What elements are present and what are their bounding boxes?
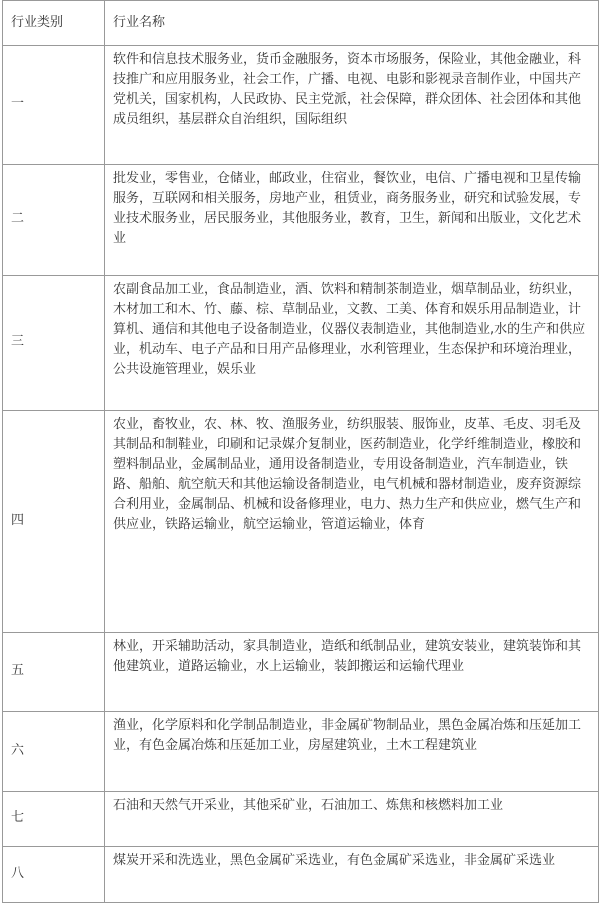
row-category: 八 — [3, 847, 105, 903]
row-category: 七 — [3, 792, 105, 847]
table-row — [3, 165, 599, 276]
table-row — [3, 633, 599, 712]
header-industry-name: 行业名称 — [105, 1, 599, 46]
table-row — [3, 46, 599, 165]
row-category: 二 — [3, 165, 105, 276]
table-header-row — [3, 1, 599, 46]
row-industries: 农业，畜牧业，农、林、牧、渔服务业，纺织服装、服饰业，皮革、毛皮、羽毛及其制品和制鞋业，印刷和记录媒介复制业，医药制造业，化学纤维制造业，橡胶和塑料制品业，金属制品业，通用设备制造业，专用设备制造业，汽车制造业，铁路、船舶、航空航天和其他运输设备制造业，电气机械和器材制造业，废弃资源综合利用业，金属制品、机械和设备修理业，电力、热力生产和供应业，燃气生产和供应业，铁路运输业，航空运输业，管道运输业，体育 — [105, 411, 599, 633]
row-industries: 石油和天然气开采业，其他采矿业，石油加工、炼焦和核燃料加工业 — [105, 792, 599, 847]
row-category: 五 — [3, 633, 105, 712]
industry-table — [2, 0, 599, 903]
header-category: 行业类别 — [3, 1, 105, 46]
row-category: 六 — [3, 712, 105, 792]
row-industries: 农副食品加工业，食品制造业，酒、饮料和精制茶制造业，烟草制品业，纺织业，木材加工和木、竹、藤、棕、草制品业，文教、工美、体育和娱乐用品制造业，计算机、通信和其他电子设备制造业，仪器仪表制造业，其他制造业,水的生产和供应业，机动车、电子产品和日用产品修理业，水利管理业，生态保护和环境治理业，公共设施管理业，娱乐业 — [105, 276, 599, 411]
row-industries: 渔业，化学原料和化学制品制造业，非金属矿物制品业，黑色金属冶炼和压延加工业，有色金属冶炼和压延加工业，房屋建筑业，土木工程建筑业 — [105, 712, 599, 792]
table-row — [3, 712, 599, 792]
row-category: 三 — [3, 276, 105, 411]
row-category: 一 — [3, 46, 105, 165]
row-industries: 煤炭开采和洗选业，黑色金属矿采选业，有色金属矿采选业，非金属矿采选业 — [105, 847, 599, 903]
row-category: 四 — [3, 411, 105, 633]
row-industries: 林业，开采辅助活动，家具制造业，造纸和纸制品业，建筑安装业，建筑装饰和其他建筑业，道路运输业，水上运输业，装卸搬运和运输代理业 — [105, 633, 599, 712]
row-industries: 批发业，零售业，仓储业，邮政业，住宿业，餐饮业，电信、广播电视和卫星传输服务，互联网和相关服务，房地产业，租赁业，商务服务业，研究和试验发展，专业技术服务业，居民服务业，其他服务业，教育，卫生，新闻和出版业，文化艺术业 — [105, 165, 599, 276]
table-row — [3, 411, 599, 633]
table-row — [3, 847, 599, 903]
table-row — [3, 792, 599, 847]
row-industries: 软件和信息技术服务业，货币金融服务，资本市场服务，保险业，其他金融业，科技推广和应用服务业，社会工作，广播、电视、电影和影视录音制作业，中国共产党机关，国家机构，人民政协、民主党派，社会保障，群众团体、社会团体和其他成员组织，基层群众自治组织，国际组织 — [105, 46, 599, 165]
table-row — [3, 276, 599, 411]
